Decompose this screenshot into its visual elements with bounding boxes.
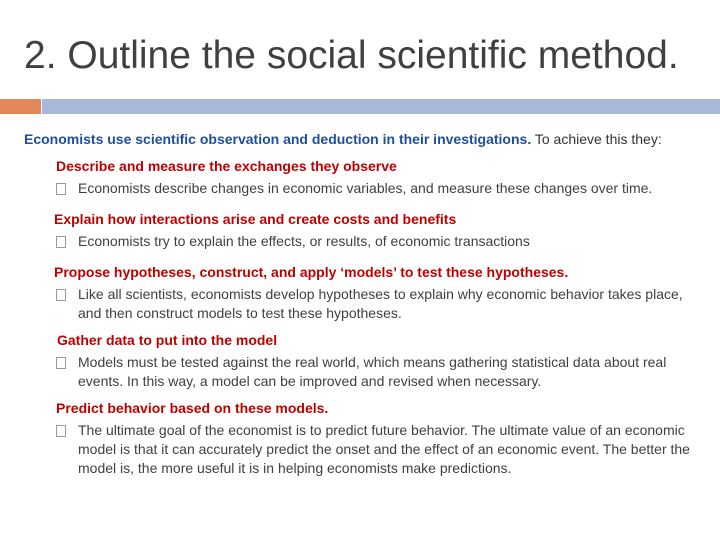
intro-lead: Economists use scientific observation and deduction in their investigations.: [24, 131, 532, 147]
list-item: [56, 179, 704, 202]
checkbox-bullet-icon: [56, 179, 78, 202]
section-gather: [24, 331, 704, 391]
list-item-text: Models must be tested against the real world, which means gathering statistical data about real events. In this way, a model can be improved and revised when necessary.: [78, 354, 667, 389]
list-item: [56, 421, 704, 478]
list-item-text: Economists try to explain the effects, or results, of economic transactions: [78, 233, 530, 249]
list-item-text: Economists describe changes in economic variables, and measure these changes over time.: [78, 180, 653, 196]
checkbox-bullet-icon: [56, 285, 78, 308]
section-explain: [24, 210, 704, 255]
section-predict: [24, 399, 704, 478]
list-item-text: Like all scientists, economists develop hypotheses to explain why economic behavior takes place, and then construct models to test these hypotheses.: [78, 286, 683, 321]
accent-bar-blue: [42, 99, 720, 114]
list-item: [56, 353, 704, 391]
section-heading: Propose hypotheses, construct, and apply ‘models’ to test these hypotheses.: [54, 264, 569, 280]
slide-content: [24, 130, 704, 486]
checkbox-bullet-icon: [56, 421, 78, 444]
section-heading: Gather data to put into the model: [57, 332, 278, 348]
intro-paragraph: [24, 130, 704, 149]
section-propose: [24, 263, 704, 323]
checkbox-bullet-icon: [56, 353, 78, 376]
accent-bar-orange: [0, 99, 41, 114]
section-heading: Predict behavior based on these models.: [56, 400, 329, 416]
checkbox-bullet-icon: [56, 232, 78, 255]
list-item: [56, 232, 704, 255]
section-describe: [24, 157, 704, 202]
list-item-text: The ultimate goal of the economist is to predict future behavior. The ultimate value of an economic model is that it can accurately predict the onset and the effect of an economic event. The better the model is, the more useful it is in helping economists make predictions.: [78, 422, 690, 476]
section-heading: Explain how interactions arise and create costs and benefits: [54, 211, 457, 227]
section-heading: Describe and measure the exchanges they observe: [56, 158, 397, 174]
intro-rest: To achieve this they:: [531, 131, 662, 147]
slide-title: 2. Outline the social scientific method.: [24, 34, 679, 77]
list-item: [56, 285, 704, 323]
